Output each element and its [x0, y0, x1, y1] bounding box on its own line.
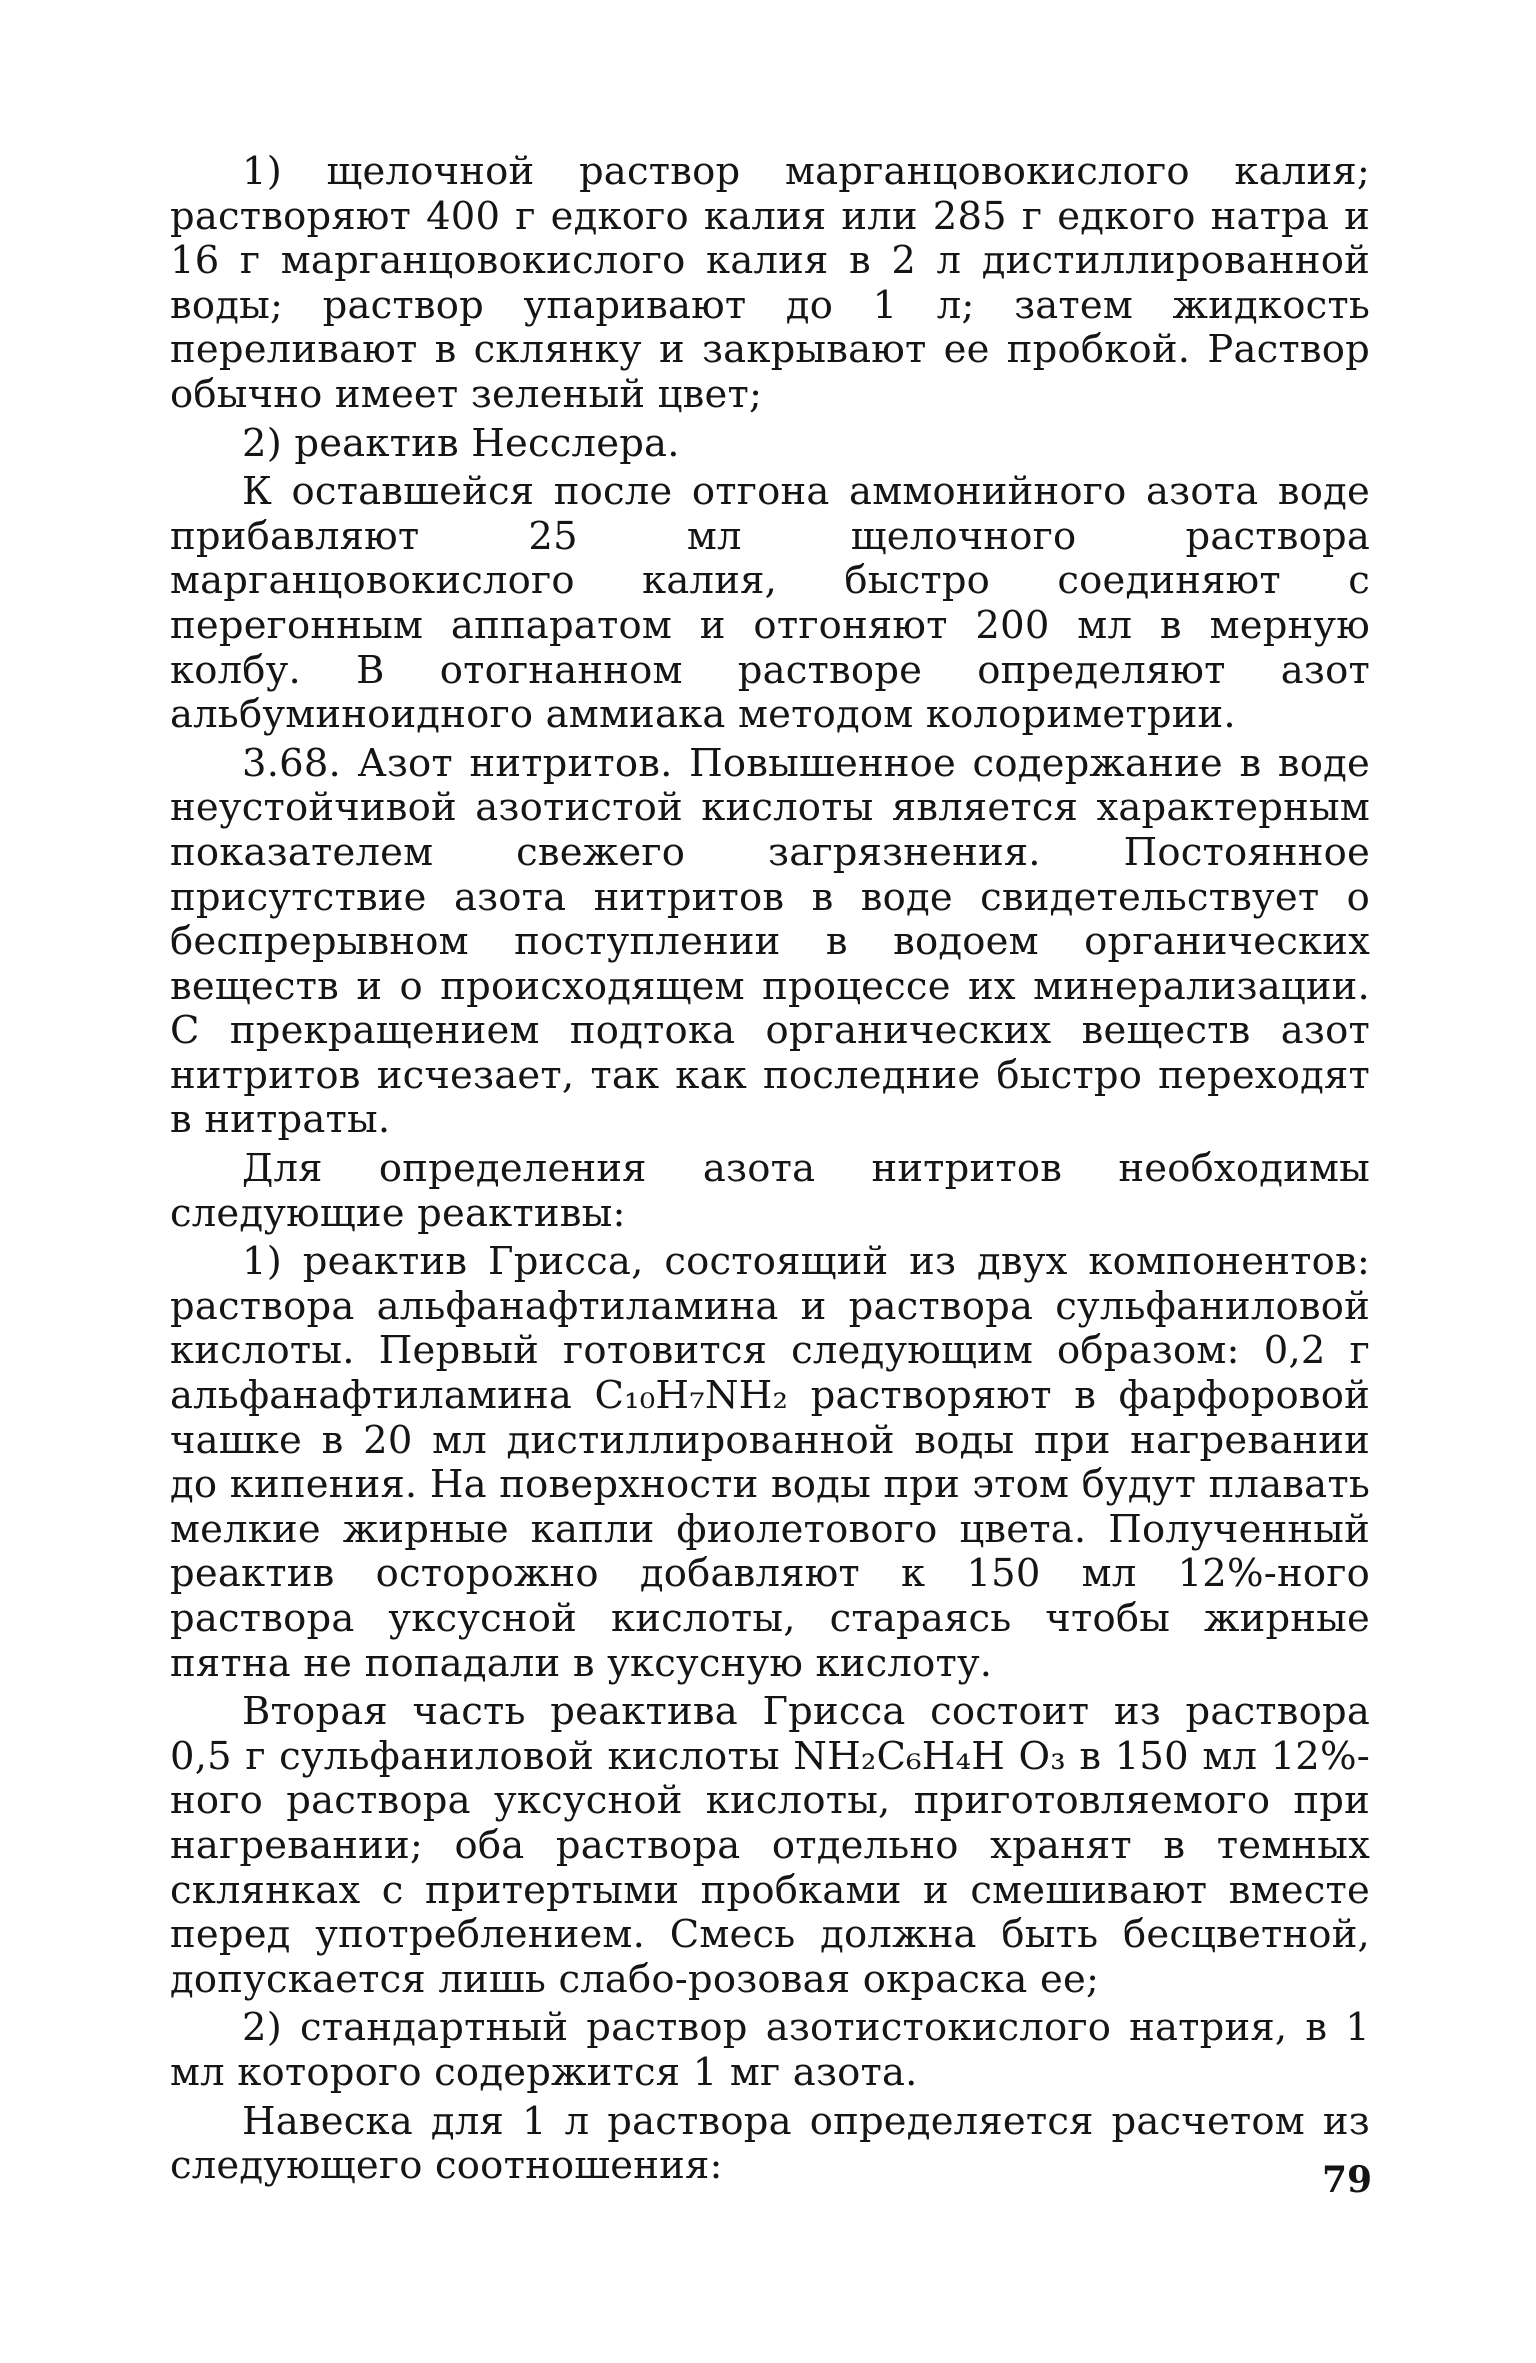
- paragraph-albuminoid-procedure: К оставшейся после отгона аммонийного азота воде прибавляют 25 мл щелочного раствора марганцовокислого калия, быстро соединяют с перегонным аппаратом и отгоняют 200 мл в мерную колбу. В отогнанном растворе определяют азот альбуминоидного аммиака методом колориметрии.: [170, 469, 1370, 738]
- page-number: 79: [1322, 2159, 1373, 2201]
- paragraph-reagents-intro: Для определения азота нитритов необходимы следующие реактивы:: [170, 1146, 1370, 1236]
- paragraph-sample-calculation: Навеска для 1 л раствора определяется расчетом из следующего соотношения:: [170, 2098, 1370, 2189]
- paragraph-griess-reagent: 1) реактив Грисса, состоящий из двух компонентов: раствора альфанафтиламина и раствора сульфаниловой кислоты. Первый готовится следующим образом: 0,2 г альфанафтиламина C₁₀H₇NH₂ растворяют в фарфоровой чашке в 20 мл дистиллированной воды при нагревании до кипения. На поверхности воды при этом будут плавать мелкие жирные капли фиолетового цвета. Полученный реактив осторожно добавляют к 150 мл 12%-ного раствора уксусной кислоты, стараясь чтобы жирные пятна не попадали в уксусную кислоту.: [170, 1239, 1370, 1686]
- paragraph-standard-solution: 2) стандартный раствор азотистокислого натрия, в 1 мл которого содержится 1 мг азота.: [170, 2005, 1370, 2095]
- body-text: [170, 150, 1370, 2193]
- paragraph-griess-second-part: Вторая часть реактива Грисса состоит из раствора 0,5 г сульфаниловой кислоты NH₂C₆H₄H O₃ в 150 мл 12%-ного раствора уксусной кислоты, приготовляемого при нагревании; оба раствора отдельно хранят в темных склянках с притертыми пробками и смешивают вместе перед употреблением. Смесь должна быть бесцветной, допускается лишь слабо-розовая окраска ее;: [170, 1689, 1370, 2002]
- paragraph-alkaline-permanganate: 1) щелочной раствор марганцовокислого калия; растворяют 400 г едкого калия или 285 г едкого натра и 16 г марганцовокислого калия в 2 л дистиллированной воды; раствор упаривают до 1 л; затем жидкость переливают в склянку и закрывают ее пробкой. Раствор обычно имеет зеленый цвет;: [170, 149, 1370, 417]
- paragraph-nitrite-nitrogen: 3.68. Азот нитритов. Повышенное содержание в воде неустойчивой азотистой кислоты является характерным показателем свежего загрязнения. Постоянное присутствие азота нитритов в воде свидетельствует о беспрерывном поступлении в водоем органических веществ и о происходящем процессе их минерализации. С прекращением подтока органических веществ азот нитритов исчезает, так как последние быстро переходят в нитраты.: [170, 740, 1370, 1143]
- paragraph-nessler-reagent: 2) реактив Несслера.: [242, 420, 680, 466]
